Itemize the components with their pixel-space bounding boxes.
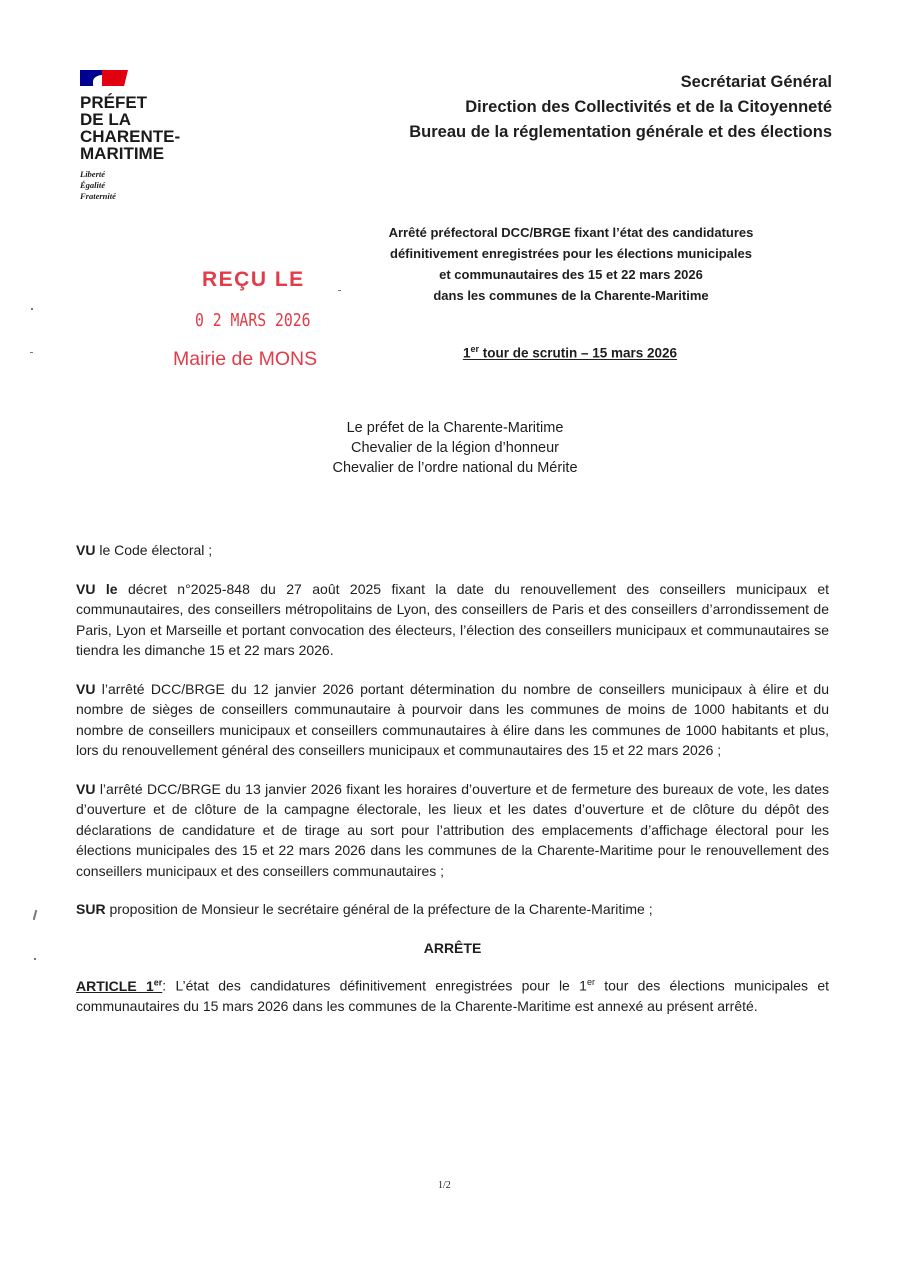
header-direction: Direction des Collectivités et de la Citoyenneté xyxy=(465,98,832,116)
arrete-heading: ARRÊTE xyxy=(423,939,482,956)
scan-speck xyxy=(338,290,341,291)
header-secretariat: Secrétariat Général xyxy=(680,73,832,91)
decree-body xyxy=(76,540,829,1035)
stamp-received: REÇU LE xyxy=(202,268,305,291)
considerant: VU le Code électoral ; xyxy=(76,542,213,558)
marianne-flag-icon xyxy=(80,70,128,86)
scan-speck xyxy=(34,958,36,960)
prefet-wordmark: PRÉFET DE LA CHARENTE- MARITIME xyxy=(80,93,181,163)
considerant: VU le décret n°2025-848 du 27 août 2025 fixant la date du renouvellement des conseillers municipaux et communautaires, des conseillers métropolitains de Lyon, des conseillers de Paris et des conseillers d’arrondissement de Paris, Lyon et Marseille et portant convocation des électeurs, l’élection des conseillers municipaux et communautaires se tiendra les dimanche 15 et 22 mars 2026. xyxy=(76,580,829,658)
considerant: SUR proposition de Monsieur le secrétaire général de la préfecture de la Charente-Maritime ; xyxy=(76,901,653,917)
prefect-titles: Le préfet de la Charente-Maritime Chevalier de la légion d’honneur Chevalier de l’ordre national du Mérite xyxy=(332,420,578,476)
service-header xyxy=(409,70,832,145)
page-number: 1/2 xyxy=(438,1180,451,1191)
scan-speck xyxy=(30,352,33,353)
scan-speck xyxy=(33,910,38,920)
header-bureau: Bureau de la réglementation générale et des élections xyxy=(409,123,832,141)
article-1: ARTICLE 1er: L’état des candidatures définitivement enregistrées pour le 1er tour des élections municipales et communautaires du 15 mars 2026 dans les communes de la Charente-Maritime est annexé au présent arrêté. xyxy=(76,977,830,1015)
decree-title: Arrêté préfectoral DCC/BRGE fixant l’état des candidatures définitivement enregistrées pour les élections municipales et communautaires des 15 et 22 mars 2026 dans les communes de la Charente-Maritime xyxy=(388,225,754,303)
election-round: 1er tour de scrutin – 15 mars 2026 xyxy=(462,344,678,361)
stamp-date: 0 2 MARS 2026 xyxy=(195,310,311,331)
article-1-label: ARTICLE 1er xyxy=(76,977,163,994)
prefecture-logo xyxy=(80,70,230,202)
considerant: VU l’arrêté DCC/BRGE du 13 janvier 2026 fixant les horaires d’ouverture et de fermeture des bureaux de vote, les dates d’ouverture et de clôture de la campagne électorale, les lieux et les dates d’ouverture et de clôture du dépôt des déclarations de candidature et de tirage au sort pour l’attribution des emplacements d’affichage électoral pour les élections municipales des 15 et 22 mars 2026 dans les communes de la Charente-Maritime pour le renouvellement des conseillers municipaux et des conseillers communautaires ; xyxy=(76,780,829,879)
stamp-mairie: Mairie de MONS xyxy=(173,348,318,370)
scan-speck xyxy=(31,308,33,310)
considerant: VU l’arrêté DCC/BRGE du 12 janvier 2026 portant détermination du nombre de conseillers municipaux à élire et du nombre de sièges de conseillers communautaire à pourvoir dans les communes de moins de 1000 habitants et du nombre de conseillers municipaux et conseillers communautaires à élire dans les communes de 1000 habitants et plus, lors du renouvellement général des conseillers municipaux et communautaires des 15 et 22 mars 2026 ; xyxy=(76,680,829,758)
republic-motto: Liberté Égalité Fraternité xyxy=(80,169,116,201)
